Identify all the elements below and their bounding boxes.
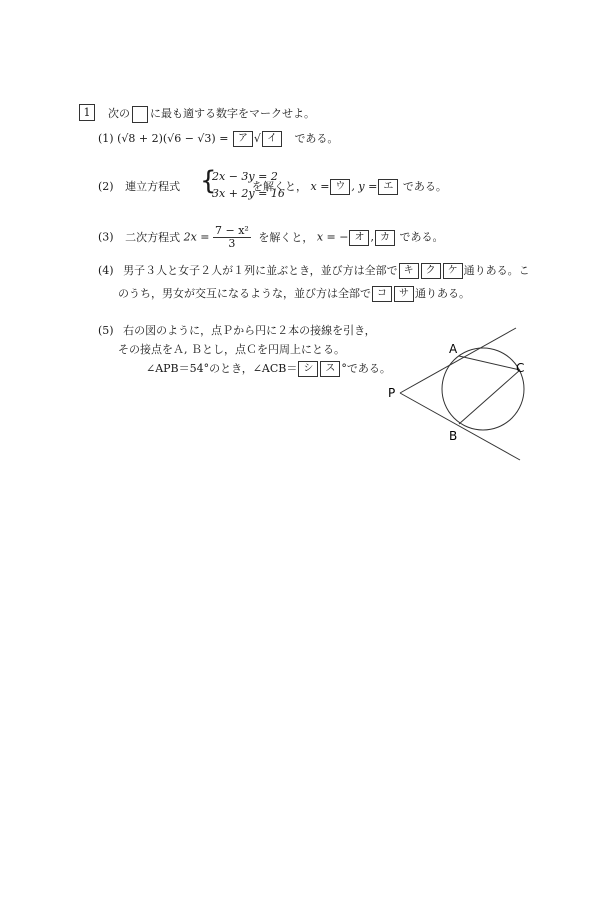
q4-answer-box-ku[interactable]: ク — [421, 263, 441, 279]
q1-expression: (√8 + 2)(√6 − √3) = — [117, 132, 229, 145]
q4-line2-tail: 通りある。 — [415, 287, 470, 300]
instruction-blank-box — [132, 106, 148, 123]
tangent-circle-figure — [380, 320, 530, 465]
q3-mid: を解くと， — [258, 230, 314, 244]
q4-line1: 男子３人と女子２人が１列に並ぶとき，並び方は全部で — [123, 264, 398, 277]
q2-equation-2: 3x + 2y = 16 — [212, 187, 285, 200]
q3-fraction — [213, 225, 251, 250]
q2-tail: である。 — [402, 180, 447, 193]
question-5-line-1 — [98, 322, 376, 338]
q2-equation-1: 2x − 3y = 2 — [212, 170, 278, 183]
question-3 — [98, 225, 443, 250]
q1-tail: である。 — [294, 132, 339, 145]
q4-line2: のうち，男女が交互になるような，並び方は全部で — [118, 287, 371, 300]
q5-label: (5) — [98, 324, 114, 337]
q2-rest — [252, 178, 447, 195]
q2-answer-box-u[interactable]: ウ — [330, 179, 350, 195]
q3-denominator: 3 — [228, 237, 236, 250]
q4-answer-box-ki[interactable]: キ — [399, 263, 419, 279]
q2-x-eq: x = — [310, 180, 330, 193]
tangent-line-pb — [400, 393, 520, 460]
q1-label: (1) — [98, 132, 114, 145]
q4-answer-box-sa[interactable]: サ — [394, 286, 414, 302]
q5-line3: ∠APB＝54°のとき，∠ACB＝ — [146, 362, 298, 375]
q2-label-row — [98, 178, 180, 194]
q3-x-eq: x = − — [316, 230, 349, 244]
q3-intro: 二次方程式 — [125, 230, 181, 244]
q3-label: (3) — [98, 230, 114, 244]
q2-intro: 連立方程式 — [125, 180, 181, 193]
q2-label: (2) — [98, 180, 114, 193]
instruction-pre: 次の — [108, 107, 130, 120]
q3-comma: , — [370, 230, 374, 244]
brace-icon: { — [200, 166, 217, 196]
q5-line3-tail: °である。 — [341, 362, 391, 375]
q5-line2: その接点をＡ, Ｂとし，点Ｃを円周上にとる。 — [118, 343, 345, 356]
q3-lhs: 2x = — [183, 230, 210, 244]
point-a-label: A — [449, 342, 458, 356]
instruction — [108, 105, 315, 123]
question-5-line-3 — [146, 360, 391, 377]
q5-answer-box-shi[interactable]: シ — [298, 361, 318, 377]
instruction-post: に最も適する数字をマークせよ。 — [150, 107, 315, 120]
q3-numerator: 7 − x² — [215, 224, 249, 237]
q2-mid: を解くと， — [252, 180, 307, 193]
q4-label: (4) — [98, 264, 114, 277]
point-c-label: C — [516, 361, 525, 375]
q3-answer-box-ka[interactable]: カ — [375, 230, 395, 246]
q4-answer-box-ko[interactable]: コ — [372, 286, 392, 302]
q2-y-eq: , y = — [351, 180, 378, 193]
q4-answer-box-ke[interactable]: ケ — [443, 263, 463, 279]
question-4-line-2 — [118, 285, 470, 302]
chord-bc — [459, 370, 520, 424]
q4-line1-tail: 通りある。こ — [463, 264, 530, 277]
q5-line1: 右の図のように，点Ｐから円に２本の接線を引き， — [123, 324, 376, 337]
q1-answer-box-a[interactable]: ア — [233, 131, 253, 147]
q2-answer-box-e[interactable]: エ — [378, 179, 398, 195]
q1-answer-box-i[interactable]: イ — [262, 131, 282, 147]
circle-outline — [442, 348, 524, 430]
question-1 — [98, 130, 338, 147]
sqrt-icon: √ — [253, 132, 261, 145]
tangent-line-pa — [400, 328, 516, 393]
chord-ac — [459, 356, 520, 370]
point-p-label: P — [388, 386, 396, 400]
problem-number: 1 — [79, 104, 95, 121]
q5-answer-box-su[interactable]: ス — [320, 361, 340, 377]
question-4-line-1 — [98, 262, 530, 279]
point-b-label: B — [449, 429, 458, 443]
q3-answer-box-o[interactable]: オ — [349, 230, 369, 246]
q3-tail: である。 — [399, 230, 444, 244]
